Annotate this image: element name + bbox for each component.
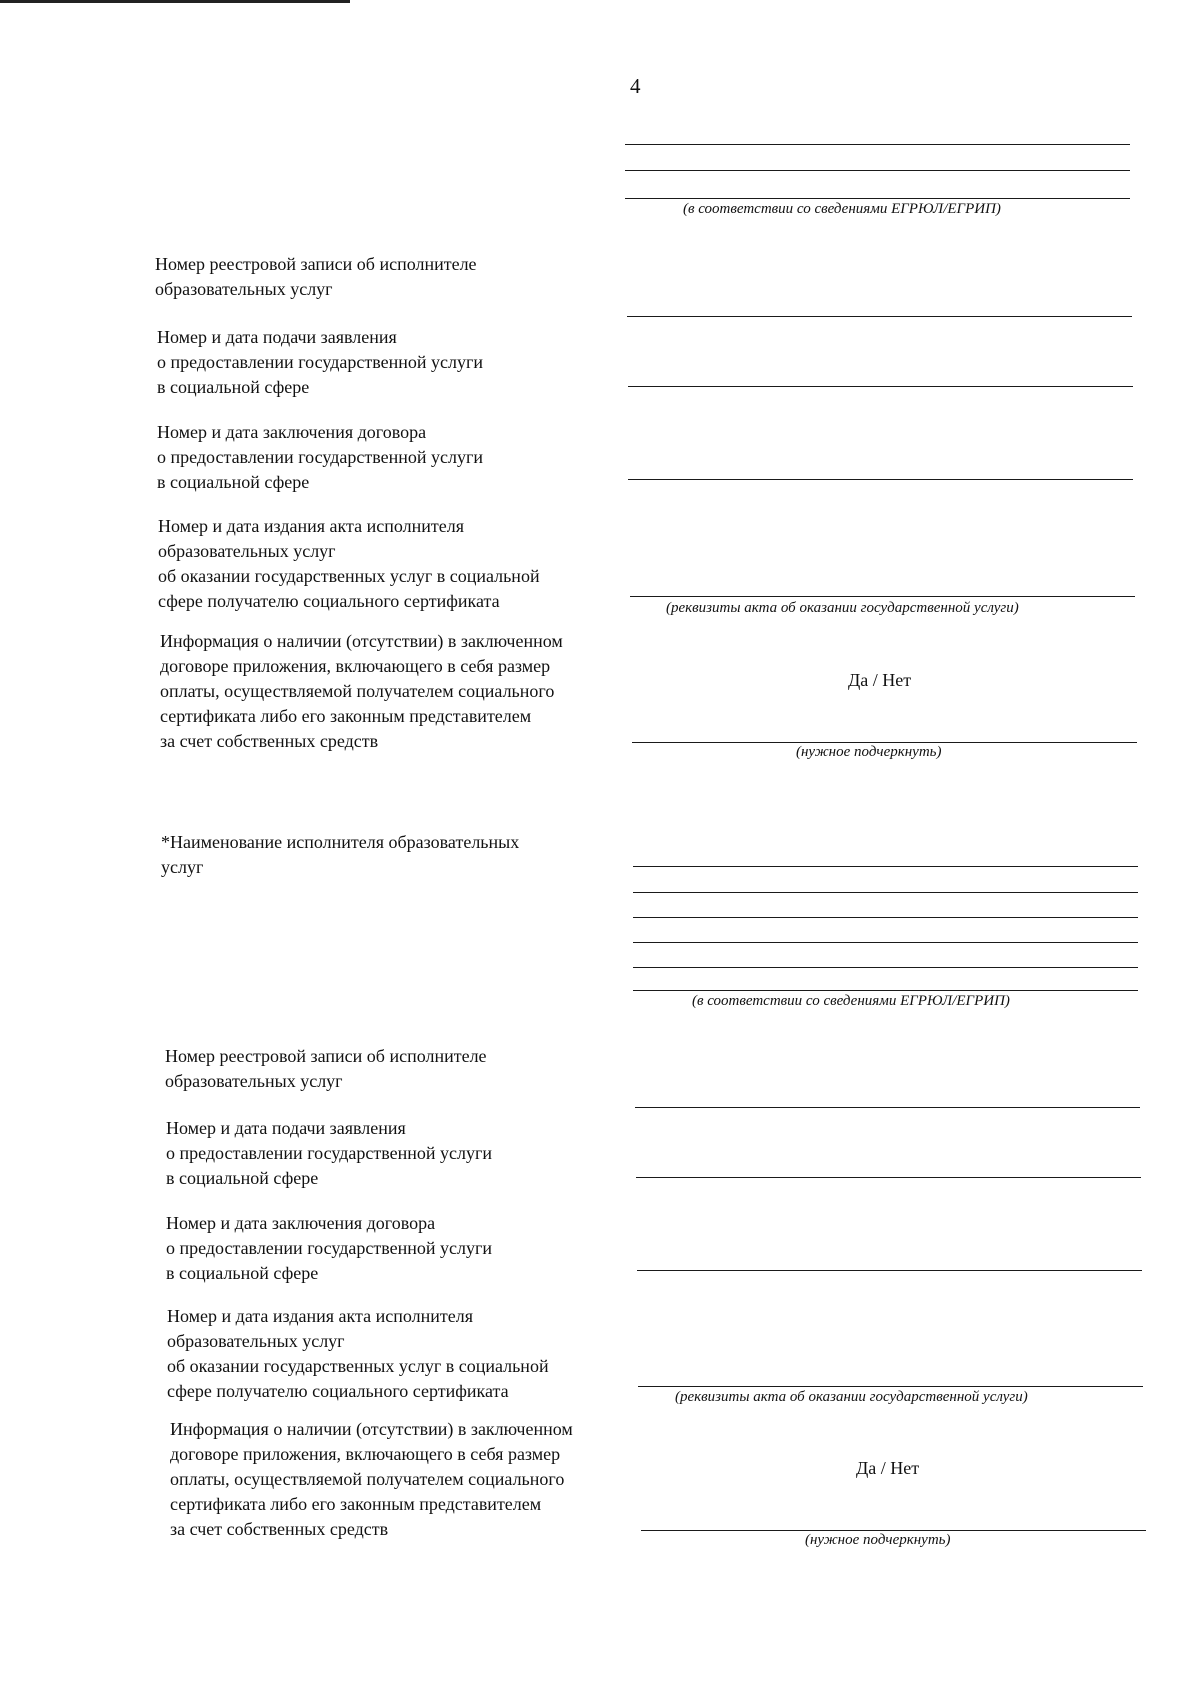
contract-label: Номер и дата заключения договора о предоставлении государственной услуги в социальной сфере	[157, 422, 483, 492]
name-line[interactable]	[633, 917, 1138, 918]
name-line[interactable]	[625, 144, 1130, 145]
annex-label: Информация о наличии (отсутствии) в заключенном договоре приложения, включающего в себя размер оплаты, осуществляемой получателем социального сертификата либо его законным представителем за счет собственных средств	[160, 631, 563, 751]
registry-number-line[interactable]	[635, 1107, 1140, 1108]
annex-line[interactable]	[632, 742, 1137, 743]
act-line[interactable]	[630, 596, 1135, 597]
underline-caption: (нужное подчеркнуть)	[805, 1532, 951, 1548]
scan-edge-mark	[0, 0, 350, 3]
registry-number-line[interactable]	[627, 316, 1132, 317]
contract-label: Номер и дата заключения договора о предоставлении государственной услуги в социальной сфере	[166, 1213, 492, 1283]
page-number: 4	[630, 74, 641, 98]
registry-number-label: Номер реестровой записи об исполнителе образовательных услуг	[155, 254, 477, 299]
egrul-caption: (в соответствии со сведениями ЕГРЮЛ/ЕГРИП)	[692, 993, 1010, 1009]
act-details-caption: (реквизиты акта об оказании государственной услуги)	[675, 1389, 1028, 1405]
application-label: Номер и дата подачи заявления о предоставлении государственной услуги в социальной сфере	[157, 327, 483, 397]
contract-line[interactable]	[628, 479, 1133, 480]
act-line[interactable]	[638, 1386, 1143, 1387]
act-label: Номер и дата издания акта исполнителя образовательных услуг об оказании государственных услуг в социальной сфере получателю социального сертификата	[158, 516, 540, 611]
act-details-caption: (реквизиты акта об оказании государственной услуги)	[666, 600, 1019, 616]
egrul-caption: (в соответствии со сведениями ЕГРЮЛ/ЕГРИП)	[683, 201, 1001, 217]
name-line[interactable]	[633, 967, 1138, 968]
name-line[interactable]	[633, 866, 1138, 867]
underline-caption: (нужное подчеркнуть)	[796, 744, 942, 760]
application-line[interactable]	[636, 1177, 1141, 1178]
name-line[interactable]	[633, 892, 1138, 893]
executor-name-label: *Наименование исполнителя образовательных услуг	[161, 832, 520, 877]
annex-label: Информация о наличии (отсутствии) в заключенном договоре приложения, включающего в себя размер оплаты, осуществляемой получателем социального сертификата либо его законным представителем за счет собственных средств	[170, 1419, 573, 1539]
act-label: Номер и дата издания акта исполнителя образовательных услуг об оказании государственных услуг в социальной сфере получателю социального сертификата	[167, 1306, 549, 1401]
annex-line[interactable]	[641, 1530, 1146, 1531]
application-line[interactable]	[628, 386, 1133, 387]
yes-no-answer[interactable]: Да / Нет	[856, 1458, 920, 1478]
name-line[interactable]	[633, 990, 1138, 991]
registry-number-label: Номер реестровой записи об исполнителе образовательных услуг	[165, 1046, 487, 1091]
name-line[interactable]	[625, 170, 1130, 171]
name-line[interactable]	[625, 198, 1130, 199]
yes-no-answer[interactable]: Да / Нет	[848, 670, 912, 690]
contract-line[interactable]	[637, 1270, 1142, 1271]
name-line[interactable]	[633, 942, 1138, 943]
application-label: Номер и дата подачи заявления о предоставлении государственной услуги в социальной сфере	[166, 1118, 492, 1188]
